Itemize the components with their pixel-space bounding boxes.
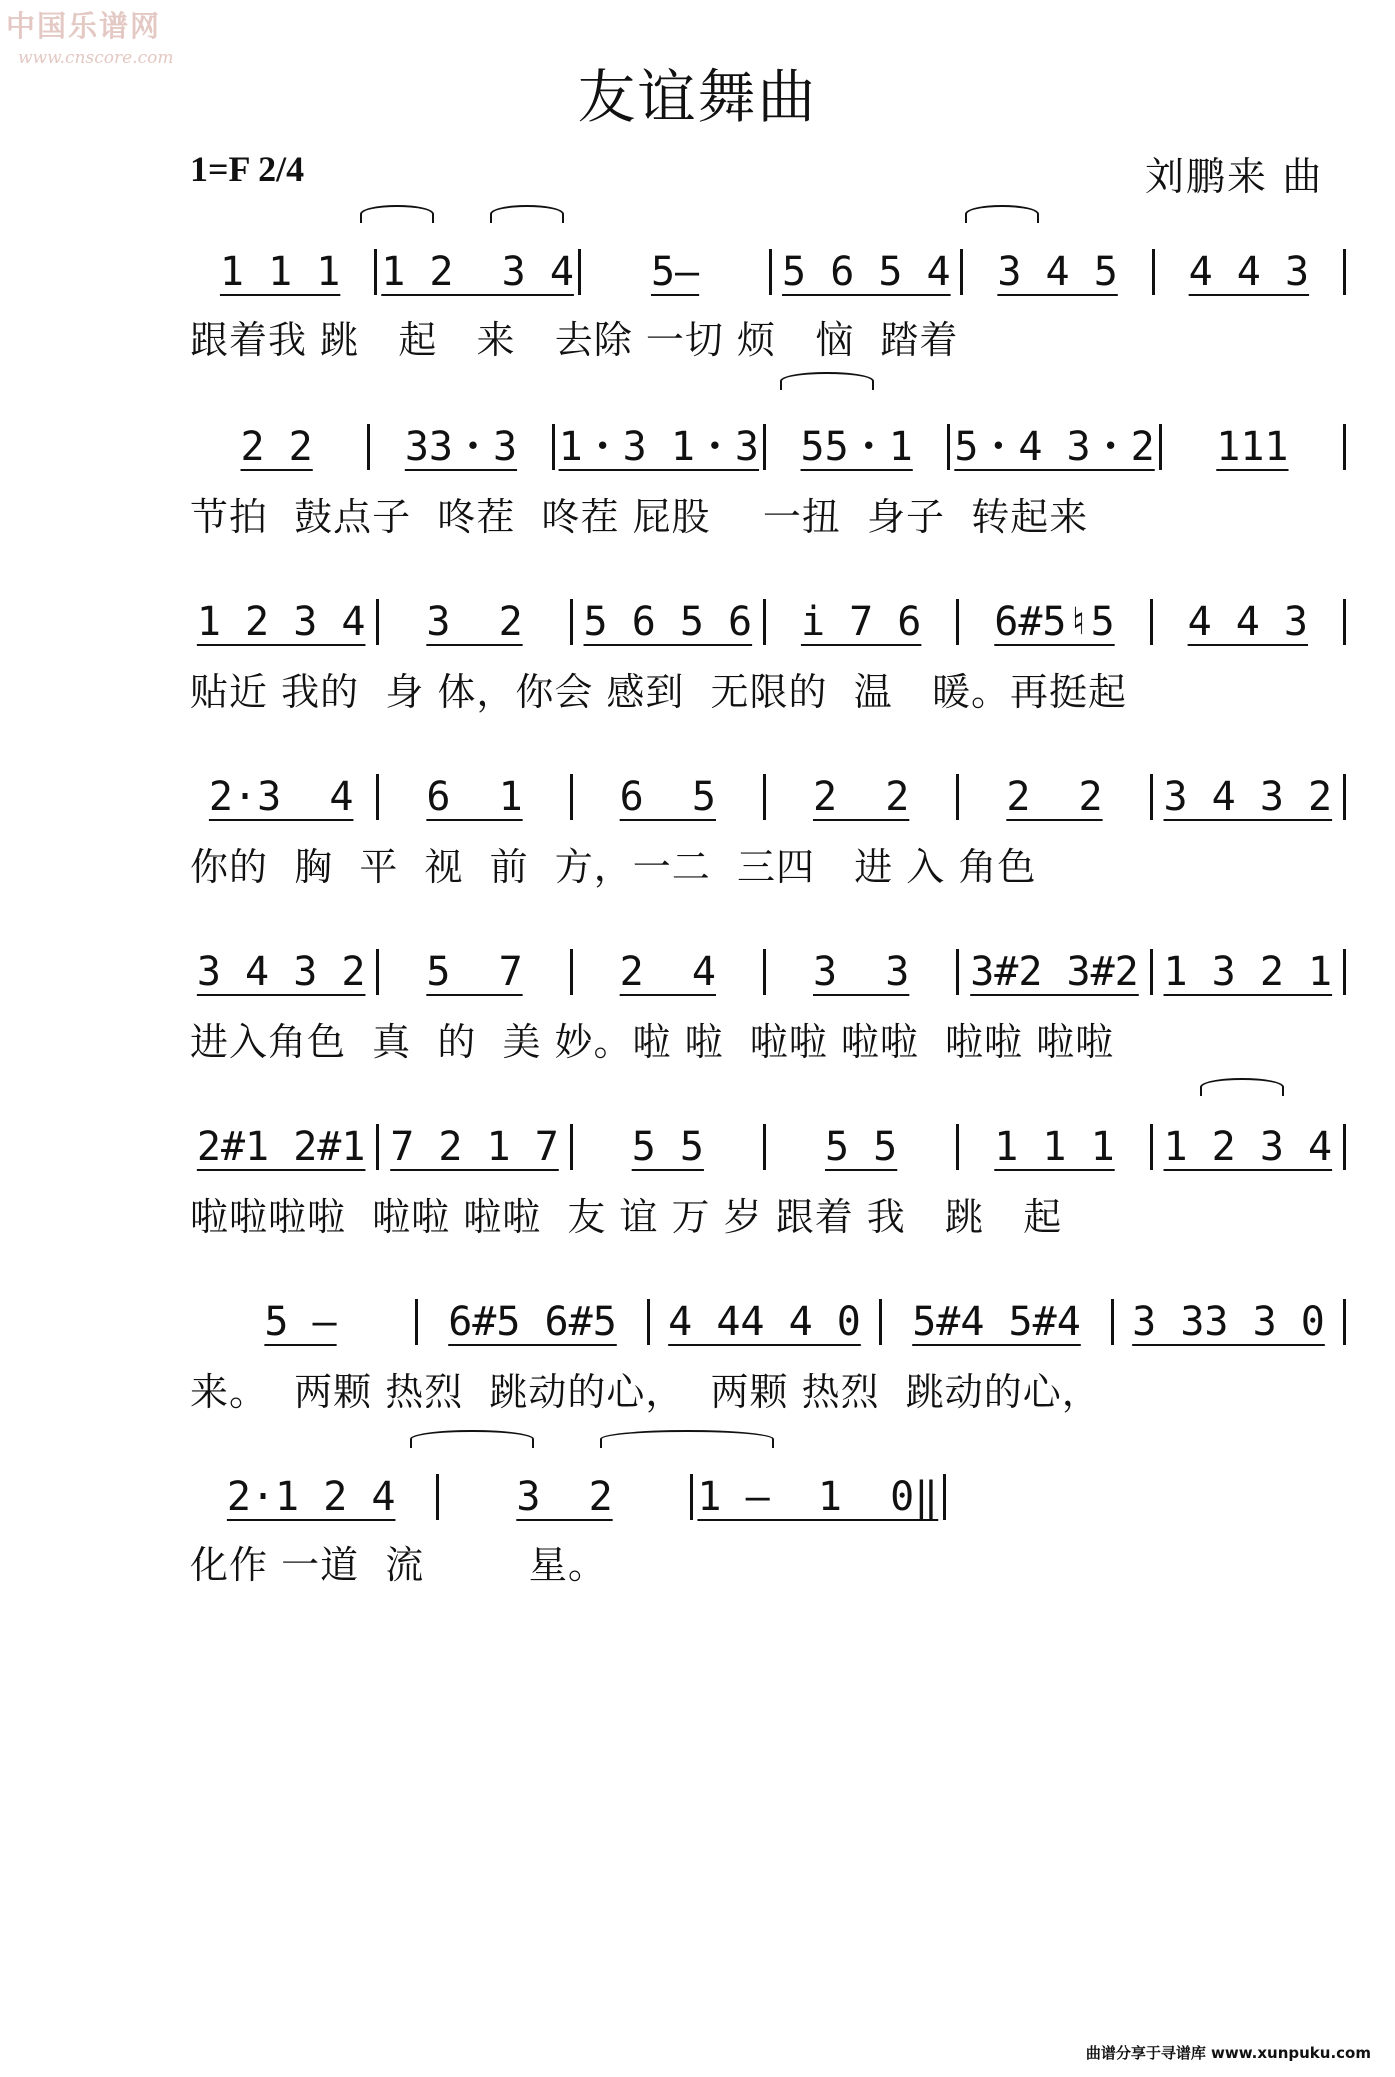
measure: i 7 6	[800, 599, 922, 645]
barline	[1150, 1124, 1153, 1170]
measure: 5—	[650, 249, 700, 295]
barline	[763, 1124, 766, 1170]
measure: 5#4 5#4	[912, 1299, 1081, 1345]
lyric-line: 节拍 鼓点子 咚茬 咚茬 屁股 一扭 身子 转起来	[190, 495, 1089, 539]
song-title: 友谊舞曲	[577, 63, 818, 131]
measure: 2#1 2#1	[196, 1124, 366, 1170]
notation-line	[190, 1090, 1350, 1170]
measure: 3 33 3 0	[1132, 1299, 1325, 1345]
barline	[570, 1124, 573, 1170]
barline	[376, 949, 379, 995]
barline	[1150, 774, 1153, 820]
measure: 1 2 3 4	[196, 599, 366, 645]
measure: 1 — 1 0‖	[697, 1474, 939, 1520]
measure: 2 2	[812, 774, 910, 820]
slur-mark	[780, 372, 874, 390]
barline	[1343, 1124, 1346, 1170]
watermark-logo-text: 中国乐谱网	[6, 9, 162, 43]
measure: 55・1	[800, 424, 913, 470]
notation-line	[190, 740, 1350, 820]
lyric-line: 啦啦啦啦 啦啦 啦啦 友 谊 万 岁 跟着 我 跳 起	[190, 1195, 1063, 1239]
watermark-url: www.cnscore.com	[18, 48, 174, 68]
measure: 111	[1216, 424, 1289, 470]
measure: 3 4 3 2	[1163, 774, 1333, 820]
barline	[1343, 599, 1346, 645]
measure: 33・3	[404, 424, 518, 470]
measure: 3 3	[812, 949, 910, 995]
barline	[1343, 249, 1346, 295]
slur-mark	[1200, 1078, 1284, 1096]
measure: 2·1 2 4	[226, 1474, 396, 1520]
lyric-line: 贴近 我的 身 体，你会 感到 无限的 温 暖。再挺起	[190, 670, 1127, 714]
barline	[1150, 949, 1153, 995]
barline	[1343, 424, 1346, 470]
measure: 1 3 2 1	[1163, 949, 1333, 995]
barline	[367, 424, 370, 470]
barline	[960, 249, 963, 295]
barline	[1159, 424, 1162, 470]
barline	[570, 949, 573, 995]
measure: 3 4 3 2	[196, 949, 366, 995]
barline	[1152, 249, 1155, 295]
slur-mark	[360, 205, 434, 223]
barline	[956, 774, 959, 820]
measure: 6#5♮5	[994, 599, 1115, 645]
barline	[376, 1124, 379, 1170]
measure: 5 6 5 6	[583, 599, 753, 645]
barline	[1343, 949, 1346, 995]
barline	[769, 249, 772, 295]
barline	[1150, 599, 1153, 645]
slur-mark	[600, 1430, 774, 1448]
notation-line	[190, 915, 1350, 995]
barline	[879, 1299, 882, 1345]
measure: 4 44 4 0	[668, 1299, 861, 1345]
measure: 1 1 1	[219, 249, 341, 295]
barline	[1111, 1299, 1114, 1345]
measure: 6 5	[619, 774, 716, 820]
composer-credit: 刘鹏来 曲	[1145, 155, 1324, 200]
measure: 5 5	[631, 1124, 704, 1170]
measure: 6#5 6#5	[448, 1299, 617, 1345]
lyric-line: 你的 胸 平 视 前 方，一二 三四 进 入 角色	[190, 845, 1037, 889]
barline	[578, 249, 581, 295]
measure: 1 2 3 4	[1163, 1124, 1333, 1170]
barline	[415, 1299, 418, 1345]
lyric-line: 化作 一道 流 星。	[190, 1543, 607, 1587]
measure: 3 4 5	[997, 249, 1118, 295]
barline	[763, 774, 766, 820]
measure: 6 1	[426, 774, 523, 820]
measure: 3#2 3#2	[970, 949, 1139, 995]
lyric-line: 来。 两颗 热烈 跳动的心， 两颗 热烈 跳动的心，	[190, 1370, 1101, 1414]
barline	[552, 424, 555, 470]
barline	[1343, 1299, 1346, 1345]
measure: 5 6 5 4	[782, 249, 951, 295]
barline	[374, 249, 377, 295]
measure: 2 4	[619, 949, 716, 995]
measure: 4 4 3	[1187, 599, 1309, 645]
notation-line	[190, 215, 1350, 295]
measure: 4 4 3	[1188, 249, 1310, 295]
notation-line	[190, 1440, 950, 1520]
slur-mark	[410, 1430, 534, 1448]
barline	[956, 1124, 959, 1170]
notation-line	[190, 390, 1350, 470]
lyric-line: 跟着我 跳 起 来 去除 一切 烦 恼 踏着	[190, 318, 959, 362]
measure: 2 2	[1006, 774, 1103, 820]
measure: 1・3 1・3	[558, 424, 760, 470]
measure: 2 2	[240, 424, 313, 470]
footer-credit: 曲谱分享于寻谱库 www.xunpuku.com	[1085, 2044, 1371, 2062]
lyric-line: 进入角色 真 的 美 妙。啦 啦 啦啦 啦啦 啦啦 啦啦	[190, 1020, 1115, 1064]
slur-mark	[965, 205, 1039, 223]
notation-line	[190, 565, 1350, 645]
barline	[956, 599, 959, 645]
notation-line	[190, 1265, 1350, 1345]
barline	[376, 599, 379, 645]
barline	[1343, 774, 1346, 820]
barline	[376, 774, 379, 820]
measure: 5 7	[426, 949, 523, 995]
barline	[647, 1299, 650, 1345]
measure: 1 2 3 4	[381, 249, 574, 295]
barline	[943, 1474, 946, 1520]
measure: 2·3 4	[208, 774, 354, 820]
barline	[690, 1474, 693, 1520]
barline	[947, 424, 950, 470]
measure: 5 —	[264, 1299, 337, 1345]
measure: 1 1 1	[994, 1124, 1115, 1170]
measure: 5・4 3・2	[954, 424, 1155, 470]
slur-mark	[490, 205, 564, 223]
barline	[763, 424, 766, 470]
barline	[956, 949, 959, 995]
barline	[763, 599, 766, 645]
measure: 7 2 1 7	[390, 1124, 559, 1170]
barline	[570, 599, 573, 645]
measure: 3 2	[426, 599, 523, 645]
barline	[763, 949, 766, 995]
barline	[570, 774, 573, 820]
measure: 5 5	[825, 1124, 898, 1170]
measure: 3 2	[516, 1474, 613, 1520]
barline	[436, 1474, 439, 1520]
key-signature: 1=F 2/4	[190, 149, 305, 189]
